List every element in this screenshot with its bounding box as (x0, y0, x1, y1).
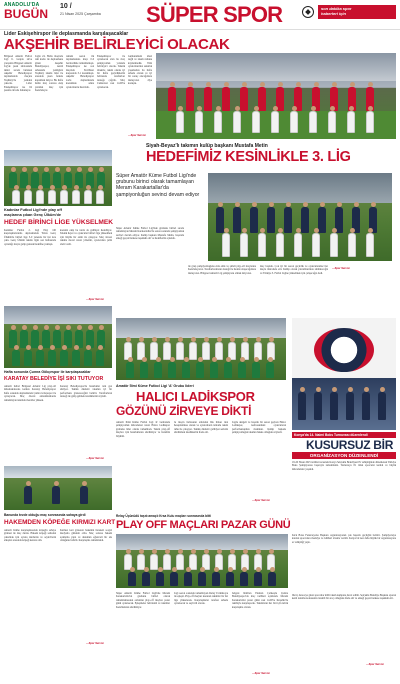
playoff-team-photo (116, 534, 288, 588)
player-figure (12, 350, 20, 366)
player-figure (48, 190, 56, 204)
lead-byline: —Spor Servisi (128, 134, 146, 137)
player-figure (268, 572, 276, 586)
player-figure (258, 233, 266, 257)
player-figure (182, 362, 190, 378)
bottom-byline: —Spor Servisi (252, 672, 270, 675)
left2-kicker: Hafta sonunda Çumra Gökçespor ile karşılaşacaklar (4, 370, 91, 374)
player-figure (233, 111, 241, 133)
logo (4, 2, 56, 22)
right-col4: maç başladı. Çok iyi bir sezon geçirdik ve oyuncularımız her maçta mücadele etti. Kulüp olarak yatırımlarımızı sürdüreceğiz ve Türkiye 3. Futbol Ligine yükselmek için çalışacağız dedi. (260, 265, 328, 275)
lead-story (4, 31, 396, 142)
player-figure (176, 554, 184, 570)
player-figure (96, 190, 104, 204)
player-figure (12, 190, 20, 204)
player-figure (362, 392, 370, 420)
left2-headline: KARATAY BELEDİYE İŞİ SIKI TUTUYOR (4, 376, 104, 382)
player-figure (60, 350, 68, 366)
lead-col3: tamam sezon ilk deplasmanına maçı 0-0 beraberlikle tamamlamıştı. Eskişehirspor ise son maçında Sivrihisar karşısında 3-1 kazanmıştı. Akşehir Belediyespor zorlu deplasmanda kazanmak adına oyuncularını hazırladı. (66, 55, 94, 89)
player-figure (52, 486, 60, 504)
right-low-headline: KUSURSUZ BİR (306, 438, 394, 452)
player-figure (202, 342, 210, 360)
player-figure (290, 111, 298, 133)
player-figure (222, 233, 230, 257)
player-figure (186, 87, 194, 111)
womens-team-photo (4, 150, 112, 206)
player-figure (294, 233, 302, 257)
center-headline2: GÖZÜNÜ ZİRVEYE DİKTİ (116, 404, 252, 418)
tagline-line1: son dakika spor (321, 6, 352, 11)
player-figure (176, 111, 184, 133)
right-low-kicker: Konya'da 14. Naimi Boks Turnuvası düzenlendi (292, 432, 396, 438)
bottom-story (116, 514, 291, 680)
player-figure (267, 207, 275, 233)
center-col1: Amatör İlimi Küme Futbol Ligi 'A' Grubunda şampiyonluk mücadelesi veren Halıcı Ladikspor grubunu lider olarak tamamladı. Takım play-off maçları için hazırlıklarını sürdürüyor ve hedefini büyüttü. (116, 421, 170, 438)
player-figure (170, 572, 178, 586)
player-figure (42, 172, 50, 188)
boxing-emblem (314, 328, 374, 372)
tagline-line2: haberleri için (321, 11, 346, 16)
player-figure (80, 486, 88, 504)
player-figure (150, 554, 158, 570)
player-figure (222, 87, 230, 111)
player-figure (212, 572, 220, 586)
player-figure (318, 207, 326, 233)
player-figure (128, 572, 136, 586)
player-figure (36, 350, 44, 366)
player-figure (24, 350, 32, 366)
left3-headline: HAKEMDEN KÖPEĞE KIRMIZI KART (4, 519, 116, 526)
player-figure (48, 350, 56, 366)
left1-col2: kazandı ekip bu turda da galibiyet hedefliyor. Teknik heyet ve oyuncular birinci lige yükselmek için büyük bir azim ile çalışıyor. Maç öncesi takıma moral veren yönetim, oyunculara prim sözü verdi. (60, 229, 112, 246)
center-headline1: HALICI LADİKSPOR (136, 389, 255, 404)
bottom-col1: Süper Amatör Küme Futbol Ligi'nde Meram Karakartallar'ın grubunu birinci olarak tamamlamasının ardından play-off maçları pazar günü oynanacak. Eşleşmeler belirlendi ve takımlar hazırlıklarını sürdürüyor. (116, 592, 170, 609)
player-figure (240, 233, 248, 257)
player-figure (142, 572, 150, 586)
player-figure (330, 392, 338, 420)
center-byline: —Spor Servisi (252, 499, 270, 502)
karatay-team-photo (4, 306, 112, 368)
left2-col2: Karatay Belediyespor'da hazırlıklar tam gaz sürüyor. Teknik direktör takımın iyi bir performans göstereceğini belirtti. Taraftarların desteği ile galip gelmek istediklerini söyledi. (60, 385, 112, 399)
lead-col2: Ligin 24. Hafta maçında tam kadro ile deplasmana giden Akşehir Belediyespor, kendi sahasında yenilgisiz Yeşilköy takımı lider ile arasında puan farkını kapatmak istiyor. Bu hafta üstün maç sonrası ekip yeniden maç için hazırlanıyor. (35, 55, 63, 93)
masthead (0, 0, 400, 30)
player-figure (214, 111, 222, 133)
player-figure (210, 362, 218, 378)
player-figure (330, 233, 338, 257)
bottom-kicker: Relay Üçünüdü taşıtı amaçlı Krsa Kulu maçları sonrasında bitti (116, 514, 211, 518)
right-col1: Süper Amatör Küme Futbol Ligi'nde grubunu birinci sırada tamamlayan Meram Karakartallar'da sezon sonunda şampiyonluk sevinci devam ediyor. Kulüp başkanı Mustafa Metin, başarıda emeği geçen herkese teşekkür etti ve hedeflerini açıkladı. (116, 227, 184, 241)
player-figure (196, 362, 204, 378)
player-figure (258, 87, 266, 111)
logo-line2: BUGÜN (4, 7, 48, 21)
team-photo (156, 53, 396, 139)
left1-headline: HEDEF BİRİNCİ LİGE YÜKSELMEK (4, 219, 114, 226)
right-col3: ile grup şampiyonluğunu elde ettik ve şimdi play-off maçlarına hazırlanıyoruz. Taraftarlarımızın desteği ile hedefe ulaşacağımıza inanıyoruz. Bölgesel Amatör Lig şampiyonu olmak istiyoruz. (188, 265, 256, 275)
player-figure (24, 190, 32, 204)
player-figure (366, 111, 374, 133)
player-figure (328, 111, 336, 133)
player-figure (72, 350, 80, 366)
player-figure (42, 330, 50, 348)
player-figure (126, 362, 134, 378)
left-story-3 (4, 466, 116, 676)
left1-byline: —Spor Servisi (86, 298, 104, 301)
right-kicker: Siyah-Beyaz'lı takımın kulüp başkanı Mustafa Metin (146, 143, 268, 149)
lead-col5: Guldurumum ideal değil ve takım ruhunu kaybetmedik. Tüm oyuncularımız sakatlık yaşamadan bu hafta sahada olacak ve iyi bir sonuç alacağımıza inanıyoruz diye konuştu. (128, 55, 152, 86)
left2-col1: Amatör futbol Bölgesel Amatör Lig play-off müsabakalarına katılan Karatay Belediyespor hafta sonunda deplasmanda Çumra Gökçespor ile oynayacak. Maç öncesi antrenmanlarını tamamlayan takımda moraller yüksek. (4, 385, 56, 402)
player-figure (312, 233, 320, 257)
center-story (116, 318, 286, 514)
player-figure (240, 572, 248, 586)
left2-byline: —Spor Servisi (86, 457, 104, 460)
player-figure (226, 572, 234, 586)
player-figure (189, 342, 197, 360)
football-icon (302, 6, 314, 18)
player-figure (24, 486, 32, 504)
left1-kicker2: maçlarına çıkan Genç Ülküm'de (4, 213, 62, 217)
lead-col4: Eskişehirspor ile oynanacak olan bu maç şampiyonluk yolunda belirleyici olacak. Teknik direktör, takım olarak iyi bir hafta geçirdiklerini belirterek taraftarları desteğe çağırdı. Maç Cumartesi saat 14.00'te oynanacak. (97, 55, 125, 89)
right-byline: —Spor Servisi (332, 267, 350, 270)
ladikspor-team-photo (116, 318, 286, 380)
player-figure (314, 392, 322, 420)
right-low-subhead: ORGANİZASYON DÜZENLENDİ (292, 452, 396, 459)
player-figure (84, 190, 92, 204)
player-figure (233, 207, 241, 233)
player-figure (140, 362, 148, 378)
bottom-headline: PLAY OFF MAÇLARI PAZAR GÜNÜ (116, 519, 291, 531)
player-figure (154, 362, 162, 378)
logo-line1: ANADOLU'DA (4, 2, 40, 8)
player-figure (348, 233, 356, 257)
player-figure (238, 362, 246, 378)
player-figure (252, 362, 260, 378)
player-figure (204, 87, 212, 111)
player-figure (271, 111, 279, 133)
player-figure (216, 207, 224, 233)
tagline (318, 5, 396, 19)
player-figure (176, 342, 184, 360)
player-figure (366, 233, 374, 257)
player-figure (378, 392, 386, 420)
player-figure (254, 572, 262, 586)
player-figure (156, 572, 164, 586)
left3-kicker: Banunda tezde olduğu maç sonrasında sahaya girdi (4, 513, 86, 517)
left-story-1 (4, 150, 112, 305)
lead-kicker: Lider Eskişehirspor ile deplasmanda karşılaşacaklar (4, 31, 129, 37)
player-figure (347, 111, 355, 133)
player-figure (163, 554, 171, 570)
center-kicker: Amatör İlimi Küme Futbol Ligi 'A' Grubu lideri (116, 384, 194, 388)
boxing-logo-photo (292, 318, 396, 430)
player-figure (309, 111, 317, 133)
right-low-col1: 18-20 Nisan 2025 tarihleri arasında Konya Selçuklu Belediyesi Ev sahipliğinde düzenlenen Türkiye Boks Şampiyonası başarıyla tamamlandı. Turnuvaya 81 ilden sporcular katıldı ve büyük mücadeleler yaşandı. (292, 461, 396, 471)
center-col3: Ligde dengeli ve başarılı bir sezon geçiren Halıcı Ladikspor, kadrosundaki oyuncuların performansından memnun. Kulüp başkanı şampiyonluğun takımın hakkı olduğunu söyledi. (232, 421, 286, 435)
left3-col2: Kırmızı kart gösteren hakemin hareketi sosyal medyada gündem oldu. Maç sonrası hakem açıklama yaptı ve durumun eğlenceli bir anı olduğunu belirtti. Karşılaşma tamamlandı. (60, 529, 112, 543)
left3-col1: Amatör Küme karşılaşmasında köpeğin sahaya girmesi ile maç durdu. Hakem köpeği sahadan çıkarmak için oyunu durdurdu ve seyircilerin alkışları arasında köpeği kenara aldı. (4, 529, 56, 543)
right-low-col3: İlk üç dereceye giren sporcular milli takım kampına davet edildi. Selçuklu Belediye Başkanı sporun kenti tanıtma konusunda önemli bir araç olduğunu ifade etti ve emeği geçen herkese teşekkür etti. (292, 594, 396, 601)
player-figure (72, 190, 80, 204)
player-figure (198, 572, 206, 586)
player-figure (240, 87, 248, 111)
center-col2: lu maçın haftasının ardından Ilık ilmarı ilen hesaplanması olarak ve oyuncuların tamamı takım ruhu ile çalışıyor. Teknik direktör galibiyet serisini sürdürmek istediklerini ifade etti. (174, 421, 228, 435)
issue-date: 21 Nisan 2025 Çarşamba (60, 12, 101, 16)
right-low-story (292, 318, 396, 680)
player-figure (168, 362, 176, 378)
player-figure (224, 362, 232, 378)
lead-col1: Bölgesel Amatör Futbol Ligi 6. Grupta zirve yarışında Bölgesel Amatör Lig'de puan tablosunda ikinci sırada bulunan Akşehir Belediyespor deplasmanda maçına Yeşilköy'de yeniden çıkacak. Lider Eskişehirspor ise 62 puanla zirvede bulunuyor. (4, 55, 32, 93)
dog-on-pitch-photo (4, 466, 112, 510)
left-story-2 (4, 306, 112, 463)
right-low-byline: —Spor Servisi (366, 663, 384, 666)
player-figure (96, 350, 104, 366)
player-figure (36, 190, 44, 204)
right-headline: HEDEFİMİZ KESİNLİKLE 3. LİG (146, 149, 351, 165)
right-lead: Süper Amatör Küme Futbol Ligi'nde grubunu birinci olarak tamamlayan Meram Karakartallar'da şampiyonluğun sevinci devam ediyor (116, 173, 200, 198)
player-figure (346, 392, 354, 420)
section-title: SÜPER SPOR (146, 2, 283, 27)
player-figure (266, 362, 274, 378)
player-figure (252, 111, 260, 133)
right-low-col2: Kick Boks Federasyonu Başkanı organizasyonun çok başarılı geçtiğini belirtti. Şampiyonaya katılan sporculara madalya ve ödülleri törenle verildi. Konya bir kez daha büyük bir organizasyona ev sahipliği yaptı. (292, 534, 396, 544)
meram-team-photo (208, 173, 392, 261)
player-figure (301, 207, 309, 233)
left1-kicker1: Kadınlar Futbol Ligi'nde play off (4, 208, 62, 212)
player-figure (84, 350, 92, 366)
player-figure (195, 111, 203, 133)
player-figure (184, 572, 192, 586)
bottom-col2: Ligi sezon sonunda tamamlayan Relay Ücünüsoyu ile eşleşti. Play-off maçları kazanan takımlar bir üst lige yükselecek. Karşılaşmalar tarafsız sahada oynanacak ve seyircili olacak. (174, 592, 228, 606)
player-figure (250, 207, 258, 233)
page-number: 10 / (60, 3, 72, 10)
player-figure (168, 87, 176, 111)
player-figure (298, 392, 306, 420)
left3-byline: —Spor Servisi (86, 642, 104, 645)
player-figure (60, 190, 68, 204)
lead-headline: AKŞEHİR BELİRLEYİCİ OLACAK (4, 36, 230, 53)
player-figure (276, 233, 284, 257)
bottom-col3: belgesi bitirilen Eleman Çalıkoşlu Çumra Belediyespor'da maç tarihleri açıklandı. Meram Karakartallar pazar günü saat 14.00'te Kırşehir'de rakibiyle karşılaşacak. Takımların her biri için kritik karşılaşma olacak. (232, 592, 288, 609)
left1-col1: Kadınlar Futbol 2. Ligi Play Off karşılaşmalarında deplasmanda Yalıta Genç Ülküm'de birinci lige 3-0 yenerek bir üst tura çıktı. Genç Ülküm takımı ligin son haftasında oynadığı maçta galip gelerek hedefine yaklaştı. (4, 229, 56, 246)
player-figure (284, 207, 292, 233)
